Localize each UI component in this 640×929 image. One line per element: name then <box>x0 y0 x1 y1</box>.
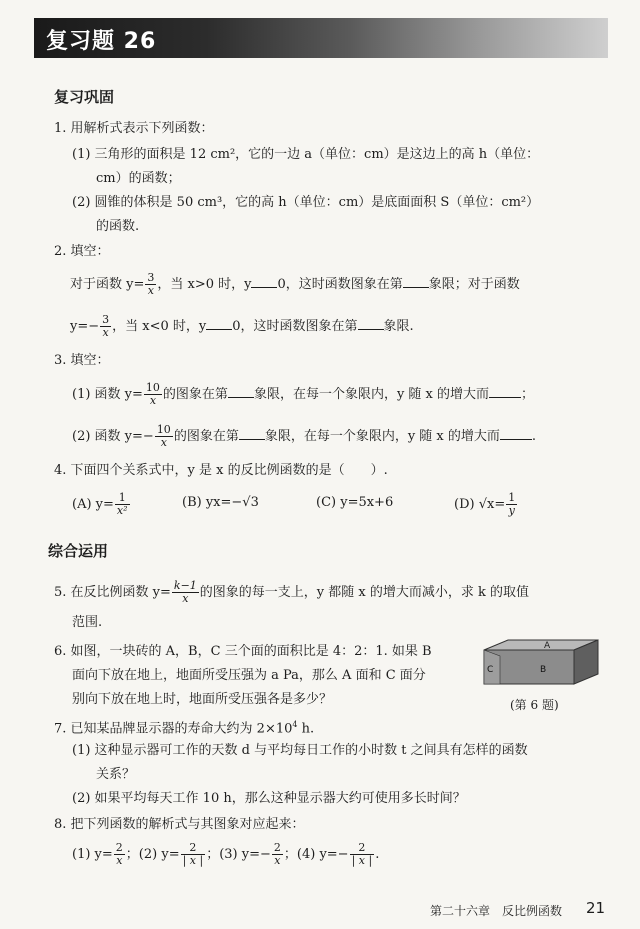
q4-stem: 4. 下面四个关系式中，y 是 x 的反比例函数的是（ ）. <box>54 463 388 478</box>
q8-p3: ；(3) y=− <box>206 847 271 862</box>
q3-l2-mid: 的图象在第 <box>173 429 239 444</box>
answer-blank[interactable] <box>500 427 532 440</box>
q2-line1 <box>70 272 520 297</box>
q3-l1-text: (1) 函数 y= <box>72 387 143 402</box>
q3-l2-post: 象限，在每一个象限内，y 随 x 的增大而 <box>264 429 500 444</box>
section-applied: 综合运用 <box>48 542 109 560</box>
q2-l2-fraction <box>100 314 111 339</box>
face-label-b: B <box>540 665 547 675</box>
frac-den: x <box>182 592 189 605</box>
frac-den: x² <box>116 504 128 517</box>
frac-num: 2 <box>350 842 375 855</box>
frac-num: 10 <box>156 423 171 436</box>
q1-part1-line2: cm）的函数； <box>96 171 181 186</box>
q6-line3: 别向下放在地上时，地面所受压强各是多少？ <box>72 692 333 707</box>
face-label-a: A <box>544 641 551 651</box>
q8-functions <box>72 842 379 867</box>
q3-l2-text: (2) 函数 y=− <box>72 429 154 444</box>
q2-l1-mid: ，当 x>0 时，y <box>157 277 252 292</box>
q7-line3: 关系？ <box>96 767 136 782</box>
face-label-c: C <box>487 665 494 675</box>
q1-part1-line1: (1) 三角形的面积是 12 cm²，它的一边 a（单位：cm）是这边上的高 h（单位： <box>72 147 540 162</box>
q3-line1 <box>72 382 534 407</box>
footer-chapter: 第二十六章 反比例函数 <box>430 904 563 918</box>
section-review: 复习巩固 <box>54 88 115 106</box>
q8-f3 <box>272 842 283 867</box>
figure-caption: (第 6 题) <box>510 698 559 712</box>
q8-p1: (1) y= <box>72 847 113 862</box>
q2-stem: 2. 填空： <box>54 244 110 259</box>
answer-blank[interactable] <box>206 317 232 330</box>
q8-f1 <box>114 842 125 867</box>
q1-stem: 1. 用解析式表示下列函数： <box>54 121 214 136</box>
frac-num: k−1 <box>173 579 197 592</box>
frac-num: 1 <box>508 491 516 504</box>
q1-part2-line1: (2) 圆锥的体积是 50 cm³，它的高 h（单位：cm）是底面面积 S（单位：cm²） <box>72 195 540 210</box>
q8-p2: ；(2) y= <box>125 847 180 862</box>
q2-l2-mid: ，当 x<0 时，y <box>112 319 207 334</box>
answer-blank[interactable] <box>251 275 277 288</box>
q4-option-a <box>72 492 131 517</box>
q4-option-b: (B) yx=−√3 <box>182 495 259 510</box>
q4-option-d <box>454 492 518 517</box>
q2-l1-text: 对于函数 y= <box>70 277 145 292</box>
q8-f2 <box>181 842 206 867</box>
q5-post: 的图象的每一支上，y 都随 x 的增大而减小，求 k 的取值 <box>199 585 530 600</box>
frac-den: | x | <box>182 854 204 867</box>
q5-text: 5. 在反比例函数 y= <box>54 585 171 600</box>
q8-stem: 8. 把下列函数的解析式与其图象对应起来： <box>54 817 305 832</box>
frac-num: 2 <box>273 841 281 854</box>
q2-l1-post: 象限；对于函数 <box>428 277 520 292</box>
q7-text: 7. 已知某品牌显示器的寿命大约为 2×10 <box>54 721 293 737</box>
q3-l1-mid: 的图象在第 <box>162 387 228 402</box>
q3-l2-end: . <box>531 429 537 444</box>
frac-den: x <box>147 284 154 297</box>
q7-line2: (1) 这种显示器可工作的天数 d 与平均每日工作的小时数 t 之间具有怎样的函数 <box>72 743 528 758</box>
q2-l2-post: 象限. <box>383 319 414 334</box>
q8-p4: ；(4) y=− <box>283 847 349 862</box>
frac-num: 3 <box>147 271 155 284</box>
q8-end: . <box>375 847 380 862</box>
q2-l1-mid2: 0，这时函数图象在第 <box>277 277 403 292</box>
answer-blank[interactable] <box>239 427 265 440</box>
answer-blank[interactable] <box>228 385 254 398</box>
q4-a-fraction <box>115 492 130 517</box>
frac-num: 2 <box>181 842 206 855</box>
frac-den: | x | <box>351 854 373 867</box>
q3-l1-post: 象限，在每一个象限内，y 随 x 的增大而 <box>253 387 490 402</box>
answer-blank[interactable] <box>358 317 384 330</box>
q5-fraction <box>172 580 199 605</box>
q7-line1 <box>54 716 314 738</box>
q4-a-text: (A) y= <box>72 497 114 512</box>
q3-line2 <box>72 424 536 449</box>
q4-d-fraction <box>506 492 517 517</box>
frac-den: x <box>149 394 157 407</box>
q5-line2: 范围. <box>72 615 103 630</box>
q3-l1-end: ； <box>521 387 535 402</box>
frac-num: 2 <box>115 841 123 854</box>
answer-blank[interactable] <box>403 275 429 288</box>
q2-l2-text: y=− <box>70 319 100 334</box>
q2-line2 <box>70 314 414 339</box>
q3-l1-fraction <box>144 382 162 407</box>
q4-d-text: (D) √x= <box>454 497 506 512</box>
q1-part2-line2: 的函数. <box>96 219 140 234</box>
frac-num: 1 <box>115 492 130 505</box>
frac-den: x <box>274 854 281 867</box>
q5-line1 <box>54 580 529 605</box>
frac-den: x <box>116 854 123 867</box>
q4-option-c: (C) y=5x+6 <box>316 495 394 510</box>
frac-den: x <box>160 436 167 449</box>
brick-figure <box>478 636 602 694</box>
page-number: 21 <box>586 899 606 917</box>
q6-line2: 面向下放在地上，地面所受压强为 a Pa，那么 A 面和 C 面分 <box>72 668 426 683</box>
q7-line4: (2) 如果平均每天工作 10 h，那么这种显示器大约可使用多长时间？ <box>72 791 466 806</box>
q8-f4 <box>350 842 375 867</box>
q3-l2-fraction <box>155 424 173 449</box>
answer-blank[interactable] <box>489 385 521 398</box>
frac-num: 10 <box>145 381 160 394</box>
q6-line1: 6. 如图，一块砖的 A，B，C 三个面的面积比是 4：2：1. 如果 B <box>54 644 432 659</box>
frac-den: y <box>508 504 515 517</box>
q2-l2-mid2: 0，这时函数图象在第 <box>232 319 358 334</box>
q3-stem: 3. 填空： <box>54 353 110 368</box>
exercise-title: 复习题 26 <box>46 29 157 54</box>
frac-num: 3 <box>102 313 110 326</box>
frac-den: x <box>102 326 109 339</box>
q2-l1-fraction <box>145 272 156 297</box>
q7-unit: h. <box>297 721 315 737</box>
q7-exponent: 4 <box>292 720 298 729</box>
